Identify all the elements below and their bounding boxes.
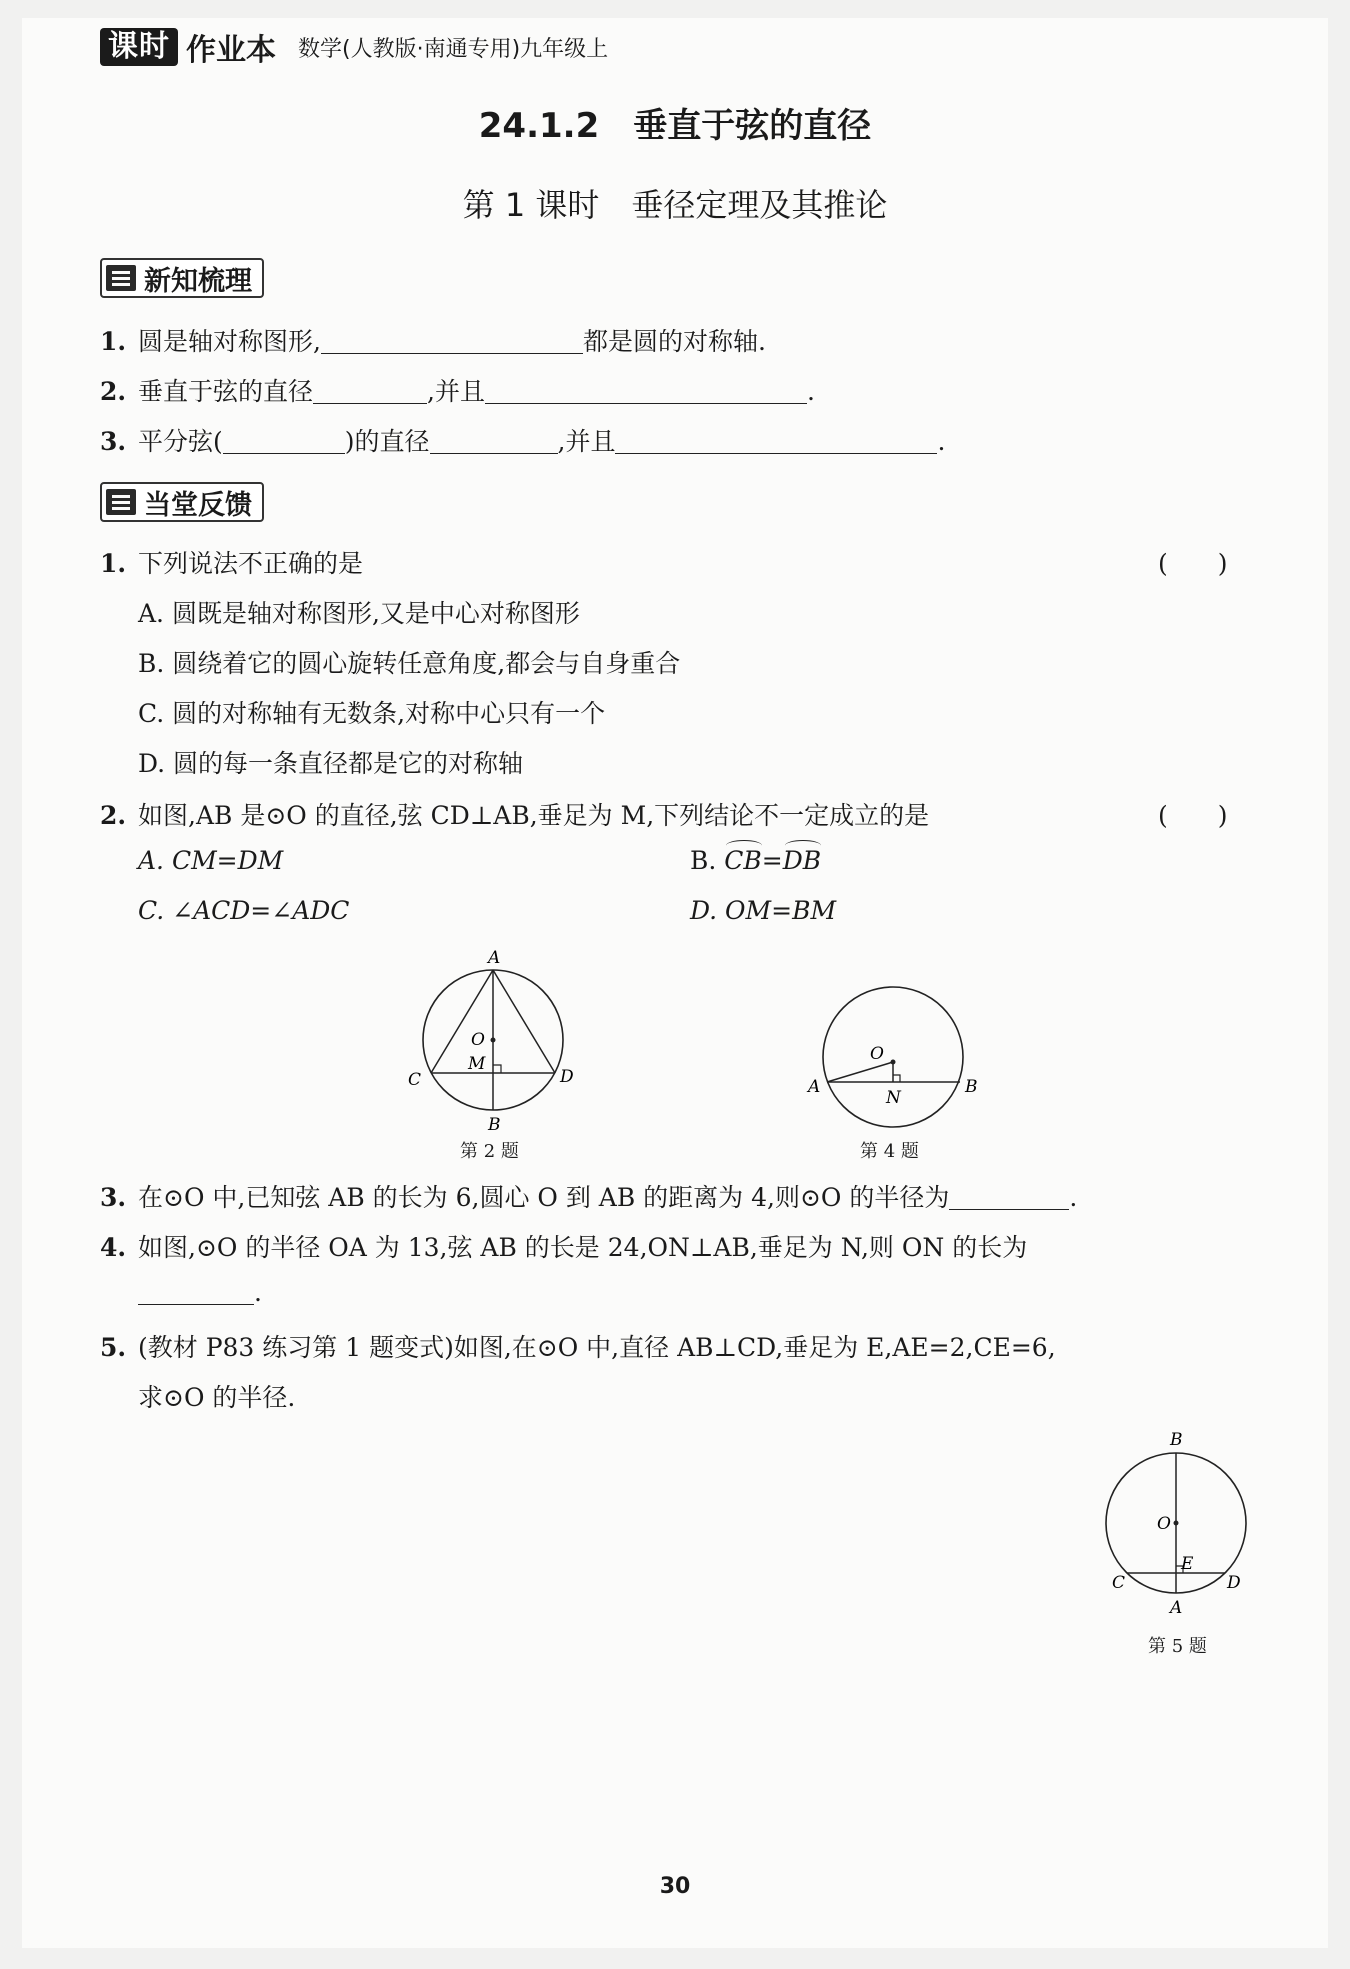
right-angle-mark <box>893 1075 900 1082</box>
label-e: E <box>1181 1554 1194 1574</box>
item-text: 垂直于弦的直径 <box>138 377 314 406</box>
book-icon <box>106 265 136 291</box>
option-a: A. 圆既是轴对称图形,又是中心对称图形 <box>138 599 580 628</box>
figure-caption-4: 第 4 题 <box>860 1141 919 1162</box>
item-text: . <box>937 427 946 456</box>
answer-parens[interactable]: ( ) <box>1158 801 1228 830</box>
option-c: C. 圆的对称轴有无数条,对称中心只有一个 <box>138 699 606 728</box>
item-number: 3. <box>100 1183 127 1212</box>
figure-question-2 <box>400 945 590 1135</box>
review-item-2 <box>100 372 815 408</box>
item-text: )的直径 <box>344 427 430 456</box>
question-5 <box>100 1328 1056 1364</box>
question-text: 如图,⊙O 的半径 OA 为 13,弦 AB 的长是 24,ON⊥AB,垂足为 N,则 ON 的长为 <box>138 1233 1028 1262</box>
label-b: B <box>488 1115 501 1135</box>
center-point <box>491 1038 496 1043</box>
figure-question-5 <box>1095 1425 1265 1625</box>
item-text: . <box>806 377 815 406</box>
label-o: O <box>471 1030 485 1050</box>
lesson-title: 第 1 课时 垂径定理及其推论 <box>462 186 888 224</box>
question-1 <box>100 544 363 580</box>
question-text: 下列说法不正确的是 <box>138 549 364 578</box>
answer-blank[interactable] <box>138 1280 254 1305</box>
section-tag-label: 新知梳理 <box>144 265 252 297</box>
option-b: B. 圆绕着它的圆心旋转任意角度,都会与自身重合 <box>138 649 681 678</box>
label-a: A <box>488 948 501 968</box>
item-text: 平分弦( <box>138 427 223 456</box>
question-text: 在⊙O 中,已知弦 AB 的长为 6,圆心 O 到 AB 的距离为 4,则⊙O 的半径为 <box>138 1183 950 1212</box>
item-number: 2. <box>100 377 127 406</box>
arc-mark <box>785 840 821 851</box>
page-sheet <box>22 18 1328 1948</box>
answer-blank[interactable] <box>313 379 427 404</box>
section-tag-review <box>100 258 264 298</box>
label-o: O <box>870 1044 884 1064</box>
answer-blank[interactable] <box>321 329 583 354</box>
page-number: 30 <box>659 1874 691 1899</box>
label-o: O <box>1157 1514 1171 1534</box>
label-d: D <box>1227 1573 1241 1593</box>
label-n: N <box>886 1088 901 1108</box>
label-c: C <box>408 1070 422 1090</box>
figure-caption-5: 第 5 题 <box>1148 1636 1207 1657</box>
segment-ad <box>493 970 555 1073</box>
question-4 <box>100 1228 1027 1264</box>
arc-label: CB <box>724 846 762 875</box>
item-number: 5. <box>100 1333 127 1362</box>
figure-question-4 <box>800 985 1000 1135</box>
label-c: C <box>1112 1573 1126 1593</box>
item-text: 圆是轴对称图形, <box>138 327 321 356</box>
pencil-icon <box>106 489 136 515</box>
radius-oa <box>827 1062 893 1082</box>
item-number: 4. <box>100 1233 127 1262</box>
question-text: 如图,AB 是⊙O 的直径,弦 CD⊥AB,垂足为 M,下列结论不一定成立的是 <box>138 801 930 830</box>
item-number: 1. <box>100 327 127 356</box>
question-5-line-2: 求⊙O 的半径. <box>138 1383 296 1412</box>
brand-logo: 课时 <box>100 28 178 66</box>
answer-blank[interactable] <box>949 1185 1069 1210</box>
question-text: (教材 P83 练习第 1 题变式)如图,在⊙O 中,直径 AB⊥CD,垂足为 E,AE=2,CE=6, <box>138 1333 1056 1362</box>
option-d: D. 圆的每一条直径都是它的对称轴 <box>138 749 524 778</box>
option-b <box>690 846 821 875</box>
answer-blank[interactable] <box>223 429 345 454</box>
option-a: A. CM=DM <box>138 846 284 875</box>
question-end: . <box>1069 1183 1078 1212</box>
arc-db <box>783 846 821 875</box>
answer-blank[interactable] <box>485 379 807 404</box>
item-text: ,并且 <box>427 377 485 406</box>
brand-name: 作业本 <box>186 33 276 68</box>
section-title: 24.1.2 垂直于弦的直径 <box>478 106 872 146</box>
arc-label: DB <box>782 846 822 875</box>
label-d: D <box>560 1067 574 1087</box>
section-tag-label: 当堂反馈 <box>144 489 252 521</box>
right-angle-mark <box>493 1065 501 1073</box>
item-number: 3. <box>100 427 127 456</box>
answer-blank[interactable] <box>430 429 558 454</box>
item-number: 2. <box>100 801 127 830</box>
label-b: B <box>1170 1430 1183 1450</box>
question-4-blank-line <box>138 1278 262 1307</box>
header-brand <box>100 28 608 66</box>
item-text: ,并且 <box>557 427 616 456</box>
review-item-1 <box>100 322 766 358</box>
option-c: C. ∠ACD=∠ADC <box>138 896 350 925</box>
answer-blank[interactable] <box>615 429 937 454</box>
arc-mark <box>726 840 762 851</box>
arc-cb <box>724 846 762 875</box>
answer-parens[interactable]: ( ) <box>1158 549 1228 578</box>
label-a: A <box>808 1077 821 1097</box>
label-b: B <box>965 1077 978 1097</box>
option-d: D. OM=BM <box>690 896 837 925</box>
center-point <box>891 1060 896 1065</box>
item-number: 1. <box>100 549 127 578</box>
item-text: 都是圆的对称轴. <box>582 327 766 356</box>
review-item-3 <box>100 422 945 458</box>
question-end: . <box>254 1278 262 1307</box>
question-3 <box>100 1178 1077 1214</box>
center-point <box>1174 1521 1179 1526</box>
figure-caption-2: 第 2 题 <box>460 1141 519 1162</box>
label-m: M <box>468 1054 486 1074</box>
book-subtitle: 数学(人教版·南通专用)九年级上 <box>298 36 609 62</box>
section-tag-feedback <box>100 482 264 522</box>
label-a: A <box>1170 1598 1183 1618</box>
option-prefix: B. <box>690 846 725 875</box>
question-2 <box>100 796 929 832</box>
equals-sign: = <box>761 846 783 875</box>
